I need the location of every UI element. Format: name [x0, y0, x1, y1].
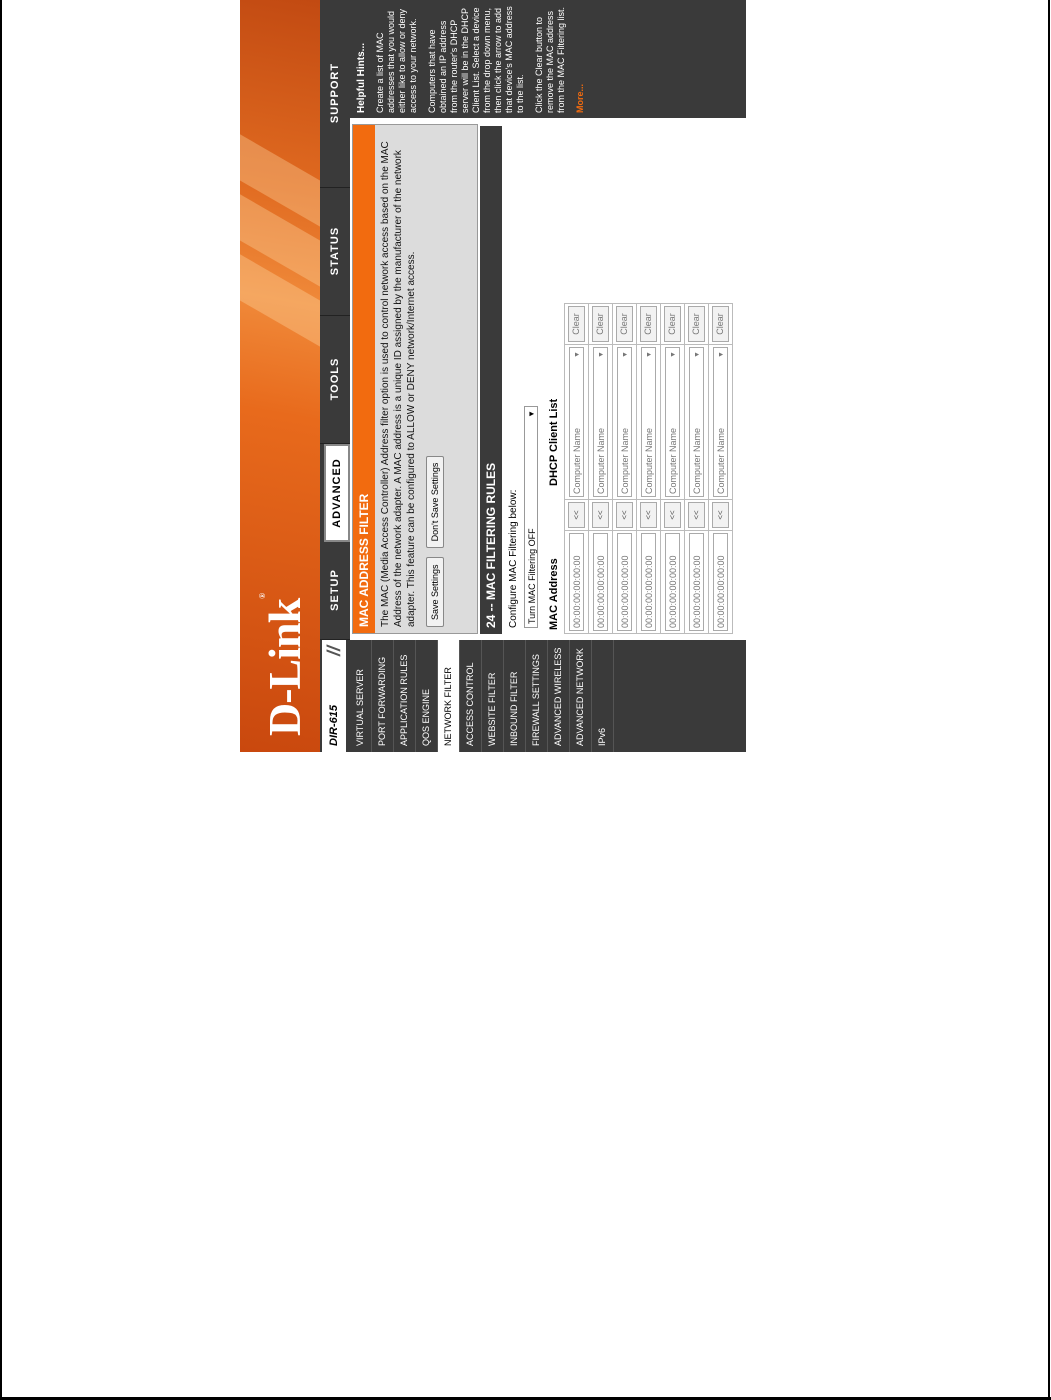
tab-setup[interactable]: SETUP [320, 541, 350, 640]
sidebar-item-firewall-settings[interactable]: FIREWALL SETTINGS [526, 640, 548, 752]
more-link[interactable]: More... [575, 83, 585, 113]
dropdown-arrow-icon: ▼ [694, 351, 701, 358]
column-header-dhcp: DHCP Client List [548, 398, 560, 486]
sidebar [350, 640, 746, 752]
mac-address-input[interactable]: 00:00:00:00:00:00 [665, 533, 680, 631]
clear-button[interactable]: Clear [640, 306, 657, 342]
top-nav [320, 0, 350, 752]
sidebar-item-virtual-server[interactable]: VIRTUAL SERVER [350, 640, 372, 752]
right-border [1048, 0, 1050, 1400]
dhcp-client-select[interactable]: Computer Name ▼ [593, 347, 608, 497]
clear-button[interactable]: Clear [616, 306, 633, 342]
table-row [709, 304, 733, 634]
tab-tools[interactable]: TOOLS [320, 315, 350, 444]
rules-title: 24 -- MAC FILTERING RULES [480, 126, 502, 634]
clear-button[interactable]: Clear [688, 306, 705, 342]
column-header-mac: MAC Address [548, 558, 560, 630]
sidebar-item-advanced-wireless[interactable]: ADVANCED WIRELESS [548, 640, 570, 752]
tab-status[interactable]: STATUS [320, 187, 350, 316]
dropdown-arrow-icon: ▼ [718, 351, 725, 358]
copy-arrow-button[interactable]: << [640, 502, 657, 528]
hint-text: Create a list of MAC addresses that you would either like to allow or deny access to your network. [375, 8, 418, 113]
sidebar-item-website-filter[interactable]: WEBSITE FILTER [482, 640, 504, 752]
dhcp-client-select[interactable]: Computer Name ▼ [569, 347, 584, 497]
copy-arrow-button[interactable]: << [664, 502, 681, 528]
table-row [637, 304, 661, 634]
dhcp-client-select[interactable]: Computer Name ▼ [689, 347, 704, 497]
dropdown-arrow-icon: ▼ [598, 351, 605, 358]
filter-mode-select[interactable]: Turn MAC Filtering OFF ▼ [524, 406, 538, 628]
sidebar-item-network-filter[interactable]: NETWORK FILTER [438, 640, 460, 752]
intro-box [352, 124, 478, 634]
page-description: The MAC (Media Access Controller) Address filter option is used to control network access based on the MAC Address of the network adapter. A MAC address is a unique ID assigned by the manufacturer of the network adapter. This feature can be configured to ALLOW or DENY network/Internet access. [380, 141, 417, 627]
clear-button[interactable]: Clear [712, 306, 729, 342]
clear-button[interactable]: Clear [568, 306, 585, 342]
model-label: DIR-615 // [322, 640, 346, 752]
header-banner [240, 0, 320, 752]
router-screenshot [240, 0, 746, 752]
mac-filter-table [564, 303, 733, 634]
dropdown-arrow-icon: ▼ [574, 351, 581, 358]
sidebar-item-advanced-network[interactable]: ADVANCED NETWORK [570, 640, 592, 752]
hint-text: Click the Clear button to remove the MAC address from the MAC Filtering list. [534, 6, 566, 113]
dropdown-arrow-icon: ▼ [646, 351, 653, 358]
configure-label: Configure MAC Filtering below: [508, 489, 519, 628]
dropdown-arrow-icon: ▼ [622, 351, 629, 358]
helpful-hints [350, 0, 746, 118]
hints-title: Helpful Hints... [356, 43, 367, 113]
table-row [661, 304, 685, 634]
left-border [0, 0, 2, 1400]
mac-address-input[interactable]: 00:00:00:00:00:00 [689, 533, 704, 631]
mac-address-input[interactable]: 00:00:00:00:00:00 [713, 533, 728, 631]
hint-text: Computers that have obtained an IP address from the router's DHCP server will be in the DHCP Client List. Select a device from the drop down menu, then click the arrow to add that device's MAC address to the list. [427, 6, 525, 113]
mac-address-input[interactable]: 00:00:00:00:00:00 [569, 533, 584, 631]
sidebar-item-port-forwarding[interactable]: PORT FORWARDING [372, 640, 394, 752]
dhcp-client-select[interactable]: Computer Name ▼ [713, 347, 728, 497]
slash-icon: // [324, 646, 344, 657]
table-row [589, 304, 613, 634]
tab-advanced[interactable]: ADVANCED [324, 444, 350, 542]
dlink-logo: D-Link® [258, 593, 310, 736]
copy-arrow-button[interactable]: << [712, 502, 729, 528]
copy-arrow-button[interactable]: << [616, 502, 633, 528]
clear-button[interactable]: Clear [592, 306, 609, 342]
copy-arrow-button[interactable]: << [592, 502, 609, 528]
dropdown-arrow-icon: ▼ [670, 351, 677, 358]
table-row [613, 304, 637, 634]
copy-arrow-button[interactable]: << [688, 502, 705, 528]
copy-arrow-button[interactable]: << [568, 502, 585, 528]
sidebar-item-access-control[interactable]: ACCESS CONTROL [460, 640, 482, 752]
sidebar-item-qos-engine[interactable]: QOS ENGINE [416, 640, 438, 752]
mac-address-input[interactable]: 00:00:00:00:00:00 [593, 533, 608, 631]
sidebar-item-ipv6[interactable]: IPv6 [592, 640, 614, 752]
tab-support[interactable]: SUPPORT [320, 0, 350, 188]
clear-button[interactable]: Clear [664, 306, 681, 342]
save-button[interactable]: Save Settings [426, 557, 444, 627]
sidebar-item-inbound-filter[interactable]: INBOUND FILTER [504, 640, 526, 752]
page-title: MAC ADDRESS FILTER [353, 125, 375, 633]
dropdown-arrow-icon: ▼ [527, 410, 536, 418]
sidebar-item-application-rules[interactable]: APPLICATION RULES [394, 640, 416, 752]
dhcp-client-select[interactable]: Computer Name ▼ [617, 347, 632, 497]
table-row [565, 304, 589, 634]
main-content [352, 118, 746, 634]
dhcp-client-select[interactable]: Computer Name ▼ [641, 347, 656, 497]
mac-address-input[interactable]: 00:00:00:00:00:00 [641, 533, 656, 631]
table-row [685, 304, 709, 634]
mac-address-input[interactable]: 00:00:00:00:00:00 [617, 533, 632, 631]
dont-save-button[interactable]: Don't Save Settings [426, 456, 444, 549]
dhcp-client-select[interactable]: Computer Name ▼ [665, 347, 680, 497]
